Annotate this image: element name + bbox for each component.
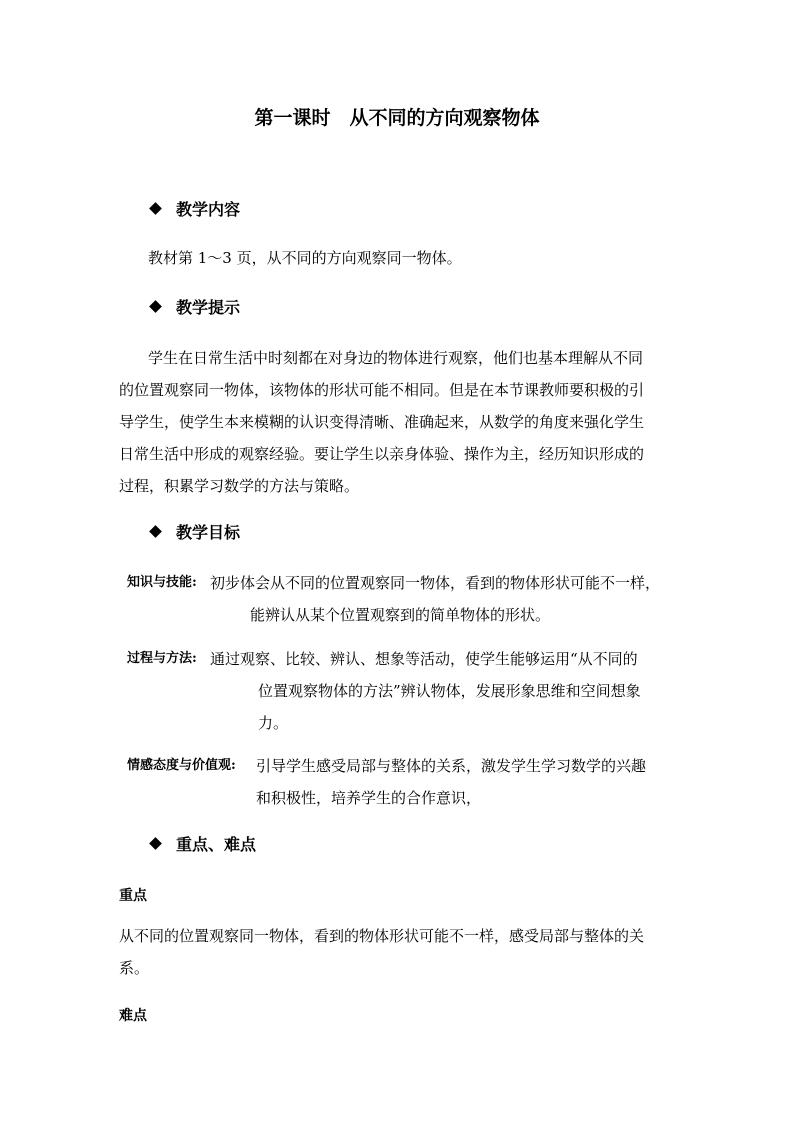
goal-text-attitude bbox=[256, 750, 646, 814]
goal-line: 引导学生感受局部与整体的关系，激发学生学习数学的兴趣 bbox=[256, 757, 647, 775]
goal-label-process: 过程与方法: bbox=[127, 651, 197, 666]
goal-line: 和积极性，培养学生的合作意识， bbox=[256, 789, 482, 807]
lesson-title: 第一课时 从不同的方向观察物体 bbox=[254, 107, 540, 129]
paragraph-line: 导学生，使学生本来模糊的认识变得清晰、准确起来，从数学的角度来强化学生 bbox=[119, 413, 645, 431]
difficult-point-label: 难点 bbox=[119, 1008, 147, 1024]
section-heading-content bbox=[148, 198, 240, 222]
section-heading-label: 教学目标 bbox=[176, 523, 241, 542]
paragraph-line: 日常生活中形成的观察经验。要让学生以亲身体验、操作为主，经历知识形成的 bbox=[119, 445, 645, 463]
diamond-bullet-icon bbox=[149, 300, 162, 313]
paragraph-line: 学生在日常生活中时刻都在对身边的物体进行观察，他们也基本理解从不同 bbox=[148, 349, 644, 367]
paragraph-line: 从不同的位置观察同一物体，看到的物体形状可能不一样，感受局部与整体的关 bbox=[119, 927, 645, 945]
section-heading-keypoints bbox=[148, 833, 256, 857]
diamond-bullet-icon bbox=[149, 837, 162, 850]
key-point-paragraph bbox=[119, 920, 679, 984]
section-heading-hint bbox=[148, 296, 240, 320]
key-point-label: 重点 bbox=[119, 888, 147, 904]
paragraph-line: 系。 bbox=[119, 959, 150, 977]
section-heading-label: 教学内容 bbox=[176, 200, 241, 219]
diamond-bullet-icon bbox=[149, 525, 162, 538]
section-heading-goals bbox=[148, 521, 240, 545]
goal-line: 能辨认从某个位置观察到的简单物体的形状。 bbox=[250, 606, 551, 624]
hint-paragraph bbox=[119, 342, 679, 502]
section-heading-label: 重点、难点 bbox=[176, 835, 257, 854]
diamond-bullet-icon bbox=[149, 202, 162, 215]
goal-text-knowledge bbox=[210, 567, 660, 631]
content-paragraph bbox=[148, 242, 462, 274]
goal-line: 位置观察物体的方法”辨认物体，发展形象思维和空间想象 bbox=[258, 682, 641, 700]
goal-line: 初步体会从不同的位置观察同一物体，看到的物体形状可能不一样， bbox=[210, 574, 661, 592]
paragraph-line: 过程，积累学习数学的方法与策略。 bbox=[119, 477, 360, 495]
goal-text-process bbox=[210, 643, 641, 739]
goal-line: 力。 bbox=[258, 714, 289, 732]
goal-label-knowledge: 知识与技能: bbox=[127, 575, 197, 590]
goal-label-attitude: 情感态度与价值观: bbox=[127, 758, 236, 773]
paragraph-line: 教材第 1～3 页，从不同的方向观察同一物体。 bbox=[148, 249, 462, 267]
paragraph-line: 的位置观察同一物体，该物体的形状可能不相同。但是在本节课教师要积极的引 bbox=[119, 381, 645, 399]
goal-line: 通过观察、比较、辨认、想象等活动，使学生能够运用“从不同的 bbox=[210, 650, 638, 668]
section-heading-label: 教学提示 bbox=[176, 298, 241, 317]
